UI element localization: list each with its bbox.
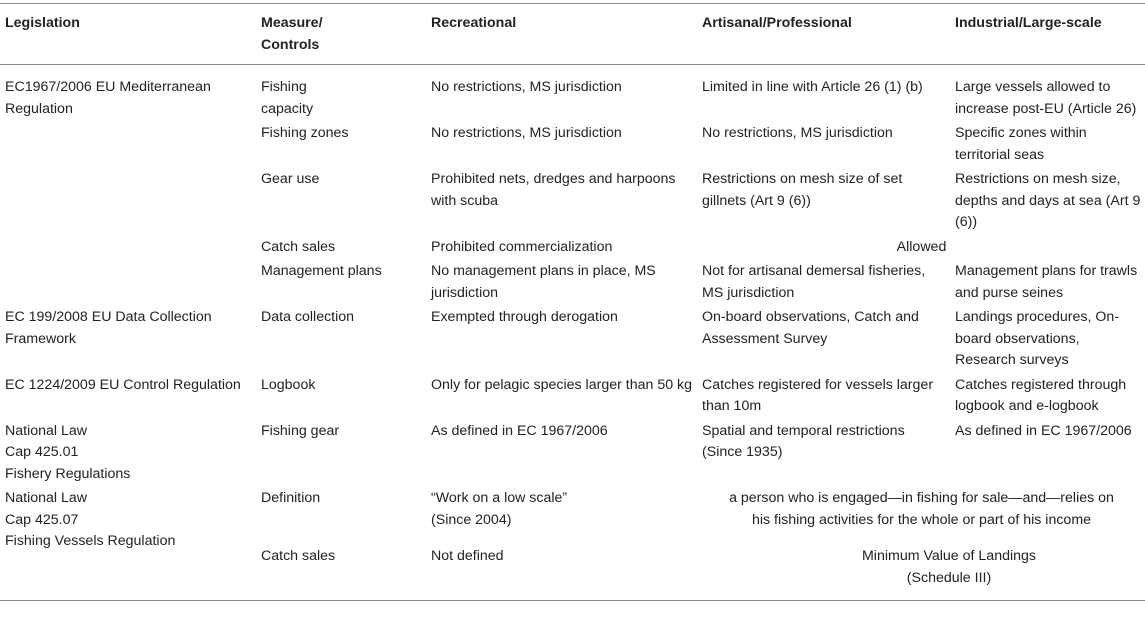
recreational-cell: No management plans in place, MS jurisdiction xyxy=(431,263,656,301)
table-row xyxy=(0,421,1145,489)
table-row xyxy=(0,488,1145,534)
header-recreational: Recreational xyxy=(431,15,517,31)
artisanal-cell: Not for artisanal demersal fisheries, MS jurisdiction xyxy=(702,263,926,301)
header-artisanal: Artisanal/Professional xyxy=(702,15,852,31)
recreational-line: “Work on a low scale” xyxy=(431,490,568,506)
header-measure xyxy=(256,4,426,65)
legislation-line: Cap 425.01 xyxy=(5,444,79,460)
legislation-table xyxy=(0,3,1145,601)
industrial-cell: Large vessels allowed to increase post-EU (Article 26) xyxy=(955,79,1137,117)
legislation-line: Fishing Vessels Regulation xyxy=(5,533,176,549)
measure-cell: Fishing zones xyxy=(261,125,349,141)
header-row xyxy=(0,4,1145,65)
measure-line: Fishing xyxy=(261,79,307,95)
header-measure-line2: Controls xyxy=(261,36,320,53)
legislation-line: National Law xyxy=(5,422,88,439)
legislation-cell: EC 1224/2009 EU Control Regulation xyxy=(5,376,241,393)
table-body xyxy=(0,65,1145,601)
industrial-cell: As defined in EC 1967/2006 xyxy=(955,422,1132,439)
measure-cell: Management plans xyxy=(261,263,382,279)
table-row xyxy=(0,375,1145,421)
measure-cell: Gear use xyxy=(261,171,320,187)
artisanal-cell: Spatial and temporal restrictions (Since 1935) xyxy=(702,422,905,460)
recreational-cell: No restrictions, MS jurisdiction xyxy=(431,79,622,95)
table-row xyxy=(0,307,1145,375)
recreational-cell: Exempted through derogation xyxy=(431,309,618,325)
measure-cell: Definition xyxy=(261,490,321,506)
recreational-cell: Only for pelagic species larger than 50 kg xyxy=(431,376,693,393)
recreational-cell: As defined in EC 1967/2006 xyxy=(431,422,608,439)
legislation-line: Cap 425.07 xyxy=(5,511,79,528)
artisanal-industrial-cell xyxy=(697,488,1145,534)
artisanal-cell: On-board observations, Catch and Assessment Survey xyxy=(702,309,919,347)
recreational-line: (Since 2004) xyxy=(431,511,512,528)
measure-cell xyxy=(256,65,426,124)
header-measure-line1: Measure/ xyxy=(261,15,323,31)
artisanal-cell: Catches registered for vessels larger than 10m xyxy=(702,376,934,414)
recreational-cell: Not defined xyxy=(431,548,504,564)
landings-line: Minimum Value of Landings xyxy=(861,548,1037,564)
recreational-cell: Prohibited commercialization xyxy=(431,238,613,255)
measure-cell: Fishing gear xyxy=(261,422,340,439)
industrial-cell: Restrictions on mesh size, depths and days at sea (Art 9 (6)) xyxy=(955,171,1141,230)
legislation-cell: EC1967/2006 EU Mediterranean Regulation xyxy=(5,79,211,117)
legislation-cell xyxy=(0,421,256,489)
legislation-line: National Law xyxy=(5,490,88,506)
industrial-cell: Management plans for trawls and purse seines xyxy=(955,263,1138,301)
measure-cell: Catch sales xyxy=(261,548,336,564)
measure-cell: Data collection xyxy=(261,309,355,325)
definition-line: a person who is engaged—in fishing for sale—and—relies on xyxy=(729,490,1114,506)
industrial-cell: Catches registered through logbook and e-logbook xyxy=(955,376,1127,414)
table-header xyxy=(0,4,1145,65)
header-industrial: Industrial/Large-scale xyxy=(955,15,1102,31)
artisanal-cell: Restrictions on mesh size of set gillnets (Art 9 (6)) xyxy=(702,171,903,209)
artisanal-industrial-cell xyxy=(697,534,1145,601)
recreational-cell xyxy=(426,488,697,534)
measure-cell: Catch sales xyxy=(261,238,336,255)
artisanal-cell: Limited in line with Article 26 (1) (b) xyxy=(702,79,923,95)
measure-cell: Logbook xyxy=(261,376,316,393)
landings-line: (Schedule III) xyxy=(906,569,992,586)
table-row xyxy=(0,65,1145,124)
header-legislation: Legislation xyxy=(5,15,80,31)
legislation-line: Fishery Regulations xyxy=(5,465,131,482)
measure-line: capacity xyxy=(261,100,314,117)
recreational-cell: Prohibited nets, dredges and harpoons with scuba xyxy=(431,171,676,209)
industrial-cell: Landings procedures, On-board observations, Research surveys xyxy=(955,309,1120,368)
artisanal-cell: No restrictions, MS jurisdiction xyxy=(702,125,893,141)
artisanal-industrial-cell: Allowed xyxy=(896,238,947,255)
industrial-cell: Specific zones within territorial seas xyxy=(955,125,1087,163)
recreational-cell: No restrictions, MS jurisdiction xyxy=(431,125,622,141)
definition-line: his fishing activities for the whole or part of his income xyxy=(751,511,1092,528)
legislation-cell xyxy=(0,488,256,601)
legislation-cell: EC 199/2008 EU Data Collection Framework xyxy=(5,309,212,347)
